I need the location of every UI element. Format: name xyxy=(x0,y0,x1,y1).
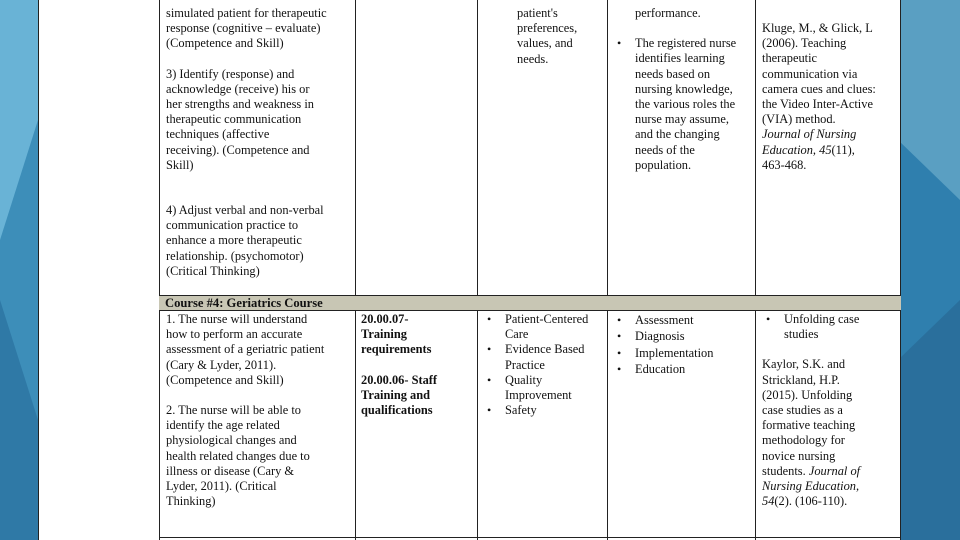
table-border-bottom xyxy=(159,537,901,538)
reference-journal: Nursing Education, xyxy=(762,479,860,494)
course-title: Course #4: Geriatrics Course xyxy=(165,296,323,310)
objective-line: 4) Adjust verbal and non-verbal xyxy=(166,203,324,218)
reference-pages: (2). (106-110). xyxy=(774,494,848,509)
objective-line: Thinking) xyxy=(166,494,216,509)
nclex-bullet-line: and the changing xyxy=(635,127,720,142)
nclex-bullet-line: nursing knowledge, xyxy=(635,81,733,96)
reference-line: the Video Inter-Active xyxy=(762,97,873,112)
reference-line: Kluge, M., & Glick, L xyxy=(762,21,873,35)
qsen-line: • Patient-Centered xyxy=(505,312,589,326)
nclex-bullet-line: nurse may assume, xyxy=(635,112,729,127)
course-nclex-cell xyxy=(613,312,755,378)
objective-line: Skill) xyxy=(166,157,194,172)
strategy-item xyxy=(762,312,900,342)
document-page xyxy=(38,0,900,540)
slide-right-decoration xyxy=(898,0,960,540)
nclex-bullet-line: population. xyxy=(635,157,692,172)
objective-line: simulated patient for therapeutic xyxy=(166,6,327,20)
reference-line: novice nursing xyxy=(762,448,836,463)
table-border-left xyxy=(38,0,39,540)
standard-line: requirements xyxy=(361,342,432,357)
objective-line: health related changes due to xyxy=(166,448,310,463)
col-divider-5 xyxy=(755,0,756,540)
objective-line: response (cognitive – evaluate) xyxy=(166,21,321,36)
reference-line: (2006). Teaching xyxy=(762,36,847,51)
qsen-line: • Evidence Based xyxy=(505,342,585,357)
reference-line: (VIA) method. xyxy=(762,112,836,127)
qsen-line: Practice xyxy=(505,357,545,372)
objective-line: communication practice to xyxy=(166,218,299,233)
upper-reference-cell xyxy=(762,21,900,173)
reference-issue: (11), xyxy=(831,142,855,157)
reference-line: Strickland, H.P. xyxy=(762,372,840,387)
qsen-line: needs. xyxy=(517,51,549,66)
objective-line: (Competence and Skill) xyxy=(166,372,284,387)
reference-line: therapeutic xyxy=(762,51,818,66)
objective-line: her strengths and weakness in xyxy=(166,97,314,112)
nclex-bullet-line: needs of the xyxy=(635,142,695,157)
qsen-bullet-list xyxy=(483,312,607,418)
objective-line: acknowledge (receive) his or xyxy=(166,81,310,96)
curriculum-table xyxy=(38,0,900,540)
strategy-line: studies xyxy=(784,327,819,342)
objective-line: 2. The nurse will be able to xyxy=(166,403,302,418)
standard-line: Training xyxy=(361,327,407,342)
objective-line: illness or disease (Cary & xyxy=(166,463,295,478)
qsen-line: Improvement xyxy=(505,388,572,403)
upper-qsen-cell xyxy=(517,6,605,67)
course-header-row xyxy=(159,295,901,311)
objective-line: (Competence and Skill) xyxy=(166,36,284,51)
table-border-right xyxy=(900,0,901,540)
nclex-item: • Education xyxy=(613,361,755,377)
reference-line: formative teaching xyxy=(762,418,856,433)
qsen-line: patient's xyxy=(517,6,558,20)
slide-left-decoration xyxy=(0,0,38,540)
reference-line: Kaylor, S.K. and xyxy=(762,357,846,372)
objective-line: enhance a more therapeutic xyxy=(166,233,302,248)
strategy-line: • Unfolding case xyxy=(784,312,860,326)
nclex-item: • Assessment xyxy=(613,312,755,328)
col-divider-2 xyxy=(355,0,356,540)
nclex-bullet-list xyxy=(613,36,755,173)
reference-line: communication via xyxy=(762,66,858,81)
objective-line: assessment of a geriatric patient xyxy=(166,342,325,357)
reference-pages: 463-468. xyxy=(762,157,807,172)
qsen-line: Care xyxy=(505,327,529,342)
objective-line: physiological changes and xyxy=(166,433,297,448)
objective-line: relationship. (psychomotor) xyxy=(166,248,304,263)
objective-line: 3) Identify (response) and xyxy=(166,66,295,81)
nclex-bullet-line: identifies learning xyxy=(635,51,725,66)
col-divider-4 xyxy=(607,0,608,540)
col-divider-3 xyxy=(477,0,478,540)
reference-journal: Journal of xyxy=(808,463,861,478)
upper-objectives-cell xyxy=(166,6,354,279)
reference-journal: Journal of Nursing xyxy=(762,127,857,142)
col-divider-1 xyxy=(159,0,160,540)
reference-line: (2015). Unfolding xyxy=(762,387,853,402)
nclex-bullet-line: the various roles the xyxy=(635,97,736,112)
objective-line: (Cary & Lyder, 2011). xyxy=(166,357,277,372)
standard-line: Training and xyxy=(361,387,430,402)
qsen-item xyxy=(483,342,607,372)
standard-line: 20.00.07- xyxy=(361,312,409,326)
objective-line: how to perform an accurate xyxy=(166,327,303,342)
objective-line: (Critical Thinking) xyxy=(166,263,260,278)
reference-line: students. xyxy=(762,463,806,478)
reference-line: camera cues and clues: xyxy=(762,81,876,96)
nclex-bullet-line: • The registered nurse xyxy=(635,36,737,51)
course-objectives-cell xyxy=(166,312,354,509)
nclex-bullet-item xyxy=(613,36,755,173)
qsen-line: values, and xyxy=(517,36,573,51)
nclex-item: • Implementation xyxy=(613,345,755,361)
qsen-line: • Safety xyxy=(505,403,537,418)
objective-line: receiving). (Competence and xyxy=(166,142,310,157)
reference-volume: 54 xyxy=(762,494,775,509)
qsen-item xyxy=(483,373,607,403)
nclex-item: • Diagnosis xyxy=(613,328,755,344)
nclex-bullet-list xyxy=(613,312,755,378)
qsen-line: • Quality xyxy=(505,372,543,387)
reference-line: case studies as a xyxy=(762,403,843,418)
standard-line: 20.00.06- Staff xyxy=(361,372,438,387)
strategy-bullet-list xyxy=(762,312,900,342)
objective-line: identify the age related xyxy=(166,418,280,433)
nclex-line: performance. xyxy=(635,6,701,20)
qsen-item xyxy=(483,403,607,418)
objective-line: therapeutic communication xyxy=(166,112,302,127)
course-qsen-cell xyxy=(483,312,607,418)
course-strategy-cell xyxy=(762,312,900,509)
objective-line: Lyder, 2011). (Critical xyxy=(166,479,277,494)
qsen-line: preferences, xyxy=(517,21,578,36)
reference-line: methodology for xyxy=(762,433,845,448)
reference-journal: Education, 45 xyxy=(762,142,832,157)
qsen-item xyxy=(483,312,607,342)
objective-line: techniques (affective xyxy=(166,127,270,142)
standard-line: qualifications xyxy=(361,403,433,418)
course-standards-cell xyxy=(361,312,475,418)
nclex-bullet-line: needs based on xyxy=(635,66,711,81)
objective-line: 1. The nurse will understand xyxy=(166,312,308,326)
upper-nclex-cell xyxy=(613,6,755,173)
